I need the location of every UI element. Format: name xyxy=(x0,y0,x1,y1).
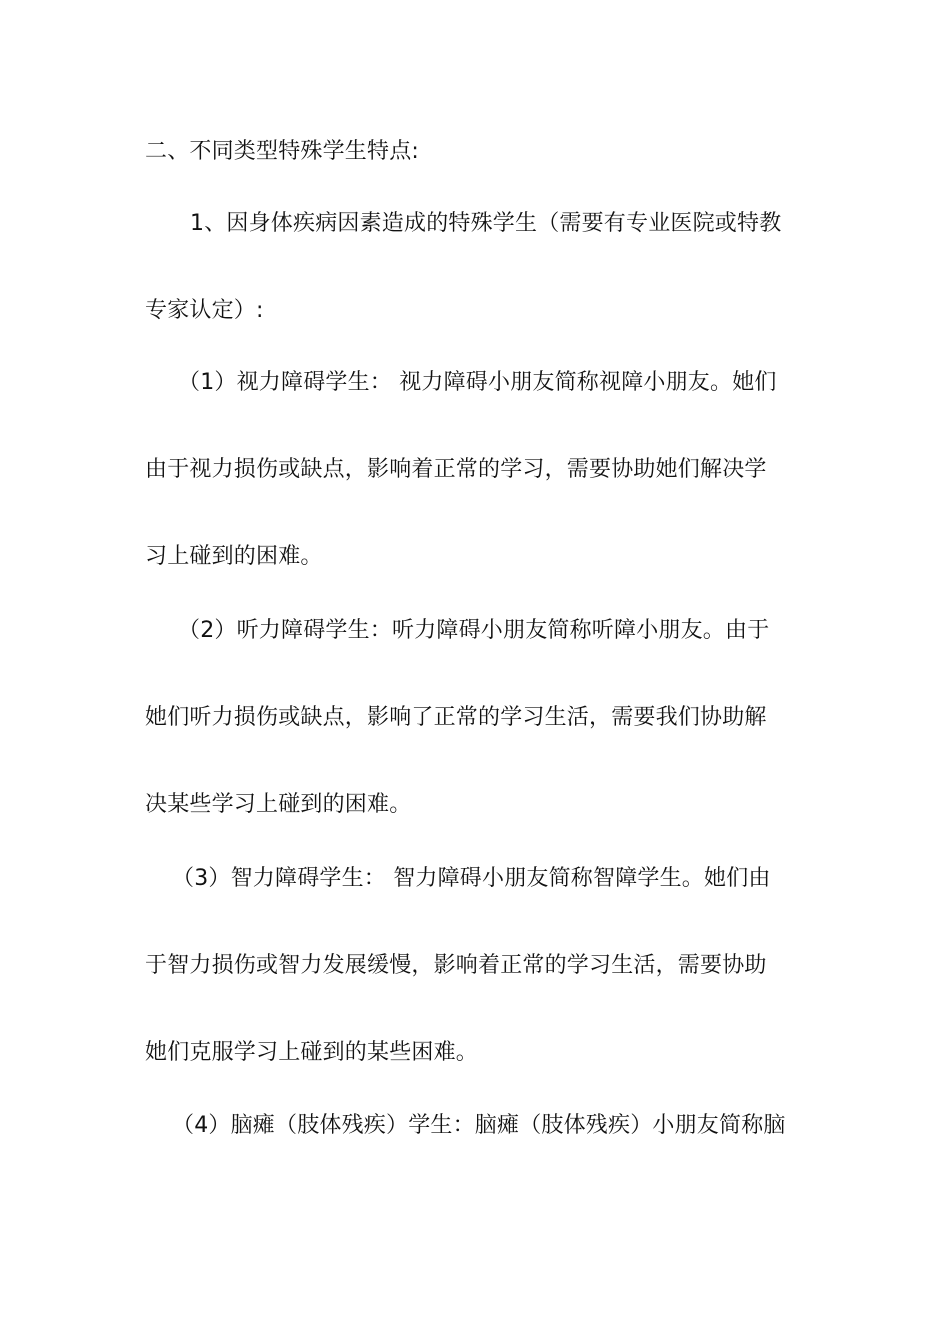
paragraph-line: （1）视力障碍学生： 视力障碍小朋友简称视障小朋友。她们 xyxy=(178,370,777,395)
paragraph-line: （4）脑瘫（肢体残疾）学生：脑瘫（肢体残疾）小朋友简称脑 xyxy=(172,1113,786,1138)
paragraph-line: 专家认定）: xyxy=(145,298,264,323)
paragraph-line: 习上碰到的困难。 xyxy=(145,544,323,569)
section-heading: 二、不同类型特殊学生特点: xyxy=(145,139,420,164)
paragraph-line: （3）智力障碍学生： 智力障碍小朋友简称智障学生。她们由 xyxy=(172,866,771,891)
paragraph-line: 决某些学习上碰到的困难。 xyxy=(145,792,412,817)
paragraph-line: 由于视力损伤或缺点，影响着正常的学习，需要协助她们解决学 xyxy=(145,457,767,482)
paragraph-line: 她们克服学习上碰到的某些困难。 xyxy=(145,1040,479,1065)
paragraph-line: 于智力损伤或智力发展缓慢，影响着正常的学习生活，需要协助 xyxy=(145,953,767,978)
paragraph-line: 她们听力损伤或缺点，影响了正常的学习生活，需要我们协助解 xyxy=(145,705,767,730)
paragraph-line: （2）听力障碍学生：听力障碍小朋友简称听障小朋友。由于 xyxy=(178,618,770,643)
paragraph-line: 1、因身体疾病因素造成的特殊学生（需要有专业医院或特教 xyxy=(190,211,782,236)
